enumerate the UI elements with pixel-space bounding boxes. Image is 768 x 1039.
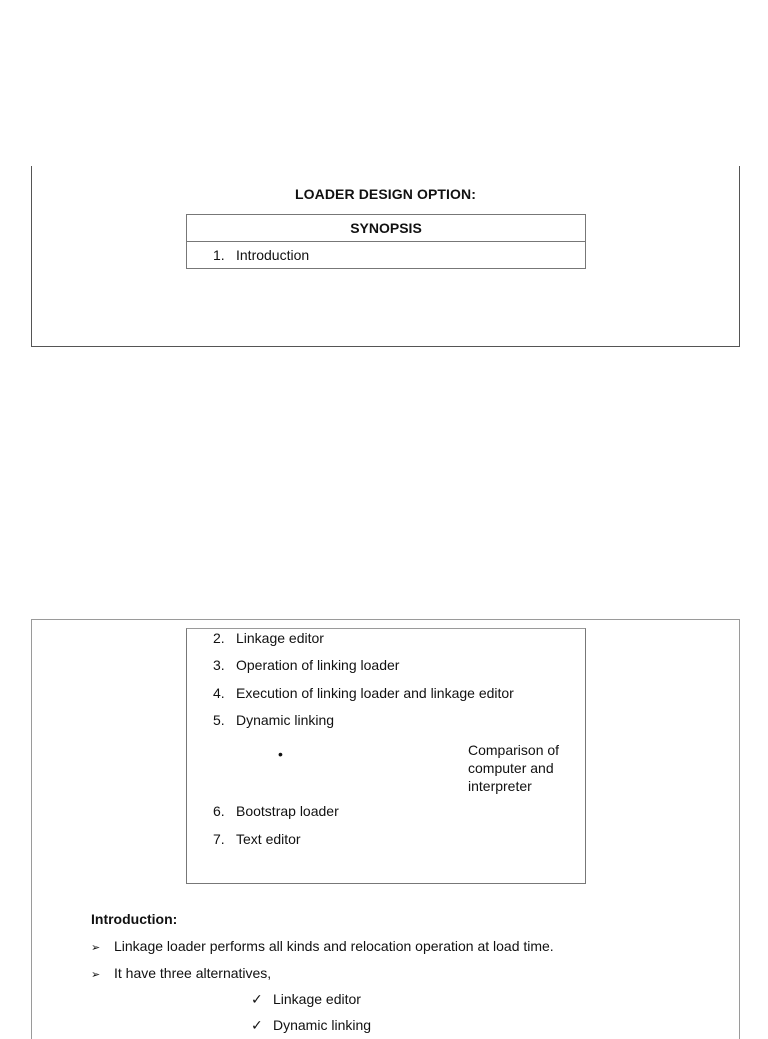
bullet-point: [91, 965, 271, 981]
synopsis-item: [213, 685, 514, 701]
bullet-icon: •: [278, 746, 283, 762]
item-number: 1.: [213, 247, 225, 263]
item-number: 2.: [213, 630, 225, 646]
synopsis-item: [213, 712, 334, 728]
alternative-text: Dynamic linking: [273, 1017, 372, 1033]
checkmark-icon: ✓: [251, 991, 263, 1007]
item-text: Dynamic linking: [236, 712, 335, 728]
document-page-1: [31, 166, 740, 347]
synopsis-item: [213, 657, 399, 673]
point-text: It have three alternatives,: [114, 965, 272, 981]
item-text: Operation of linking loader: [236, 657, 400, 673]
item-number: 5.: [213, 712, 225, 728]
synopsis-item: [187, 242, 586, 269]
arrow-bullet-icon: ➢: [91, 942, 101, 954]
synopsis-item: [213, 803, 339, 819]
comparison-text: Comparison of computer and interpreter: [468, 742, 560, 794]
section-heading: LOADER DESIGN OPTION:: [295, 186, 476, 202]
arrow-bullet-icon: ➢: [91, 969, 101, 981]
synopsis-item: [213, 630, 324, 646]
introduction-heading: Introduction:: [91, 911, 178, 927]
alternative-item: [251, 1017, 371, 1034]
item-text: Bootstrap loader: [236, 803, 339, 819]
synopsis-table-continued: [186, 628, 586, 884]
bullet-point: [91, 938, 554, 954]
item-number: 4.: [213, 685, 225, 701]
synopsis-item: [213, 831, 301, 847]
alternative-text: Linkage editor: [273, 991, 361, 1007]
synopsis-title: SYNOPSIS: [187, 215, 586, 242]
item-text: Linkage editor: [236, 630, 324, 646]
checkmark-icon: ✓: [251, 1017, 263, 1033]
item-number: 6.: [213, 803, 225, 819]
item-number: 7.: [213, 831, 225, 847]
document-page-2: [31, 619, 740, 1039]
item-text: Execution of linking loader and linkage editor: [236, 685, 514, 701]
item-text: Text editor: [236, 831, 301, 847]
item-text: Introduction: [236, 247, 310, 263]
item-number: 3.: [213, 657, 225, 673]
point-text: Linkage loader performs all kinds and relocation operation at load time.: [114, 938, 554, 954]
synopsis-table: [186, 214, 586, 269]
alternative-item: [251, 991, 361, 1008]
